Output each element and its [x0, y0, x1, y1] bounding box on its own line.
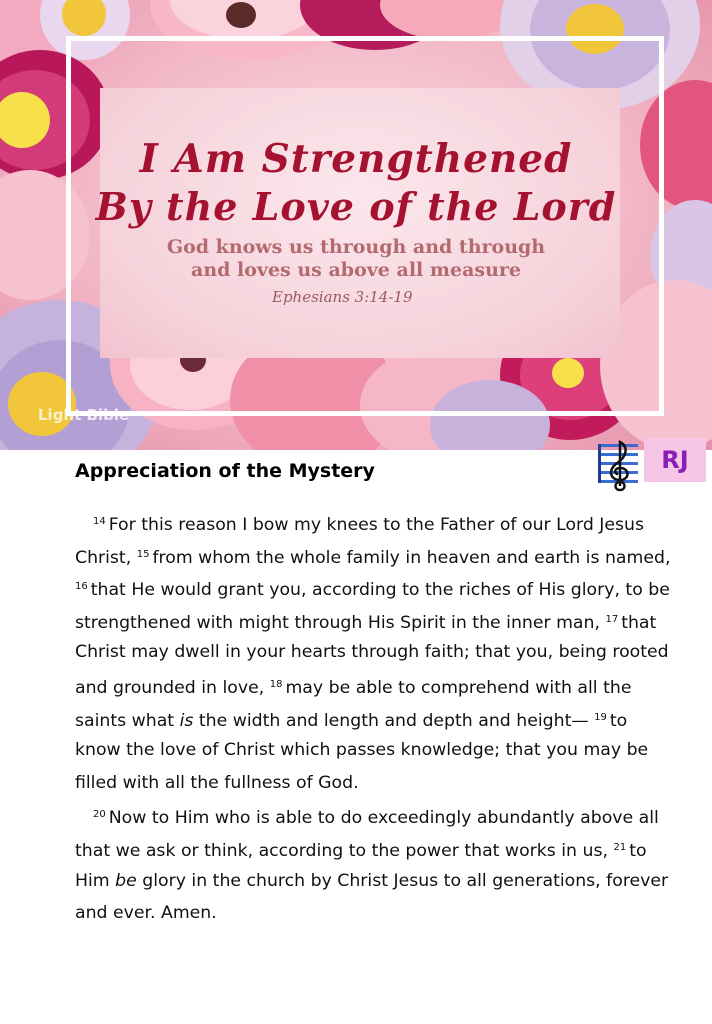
passage-line: and grounded in love, $^{18}$ may be able to comprehend with all the [75, 677, 632, 698]
banner-reference: Ephesians 3:14-19 [272, 288, 413, 306]
verse-number: 14 [93, 516, 106, 527]
passage-line: strengthened with might through His Spirit in the inner man, $^{17}$ that [75, 612, 657, 633]
verse-number: 21 [613, 841, 627, 853]
rj-text: RJ [661, 446, 689, 474]
banner-image [0, 0, 712, 450]
watermark-text: Light Bible [38, 406, 130, 424]
section-heading: Appreciation of the Mystery [75, 460, 375, 482]
banner-title-line1: I Am Strengthened [139, 136, 573, 182]
passage-line: and ever. Amen. [75, 903, 217, 924]
passage-line: that we ask or think, according to the power that works in us, $^{21}$ to [75, 840, 647, 861]
verse-number: 16 [75, 581, 88, 593]
passage-line: saints what is the width and length and depth and height— $^{19}$ to [75, 710, 628, 731]
treble-clef-icon [596, 438, 646, 494]
verse-number: 17 [605, 613, 619, 625]
banner-subtitle-line2: and loves us above all measure [191, 259, 521, 281]
passage-line: Christ may dwell in your hearts through faith; that you, being rooted [75, 642, 669, 663]
passage-line: $^{14}$ For this reason I bow my knees to the Father of our Lord Jesus [93, 515, 644, 535]
passage-line: know the love of Christ which passes knowledge; that you may be [75, 740, 649, 761]
rj-badge [644, 438, 706, 482]
passage-line: Him be glory in the church by Christ Jesus to all generations, forever [75, 870, 669, 891]
scripture-passage [75, 506, 671, 930]
verse-number: 15 [136, 548, 150, 560]
banner-title-line2: By the Love of the Lord [95, 184, 617, 229]
verse-number: 19 [594, 711, 607, 723]
passage-line: $^{16}$ that He would grant you, according to the riches of His glory, to be [75, 580, 670, 601]
passage-line: $^{20}$ Now to Him who is able to do exceedingly abundantly above all [93, 808, 659, 829]
passage-line: filled with all the fullness of God. [75, 772, 359, 793]
passage-line: Christ, $^{15}$ from whom the whole family in heaven and earth is named, [75, 547, 671, 568]
banner-subtitle-line1: God knows us through and through [166, 236, 546, 258]
verse-number: 20 [93, 809, 106, 821]
rj-logo [596, 438, 712, 494]
verse-number: 18 [269, 678, 283, 690]
